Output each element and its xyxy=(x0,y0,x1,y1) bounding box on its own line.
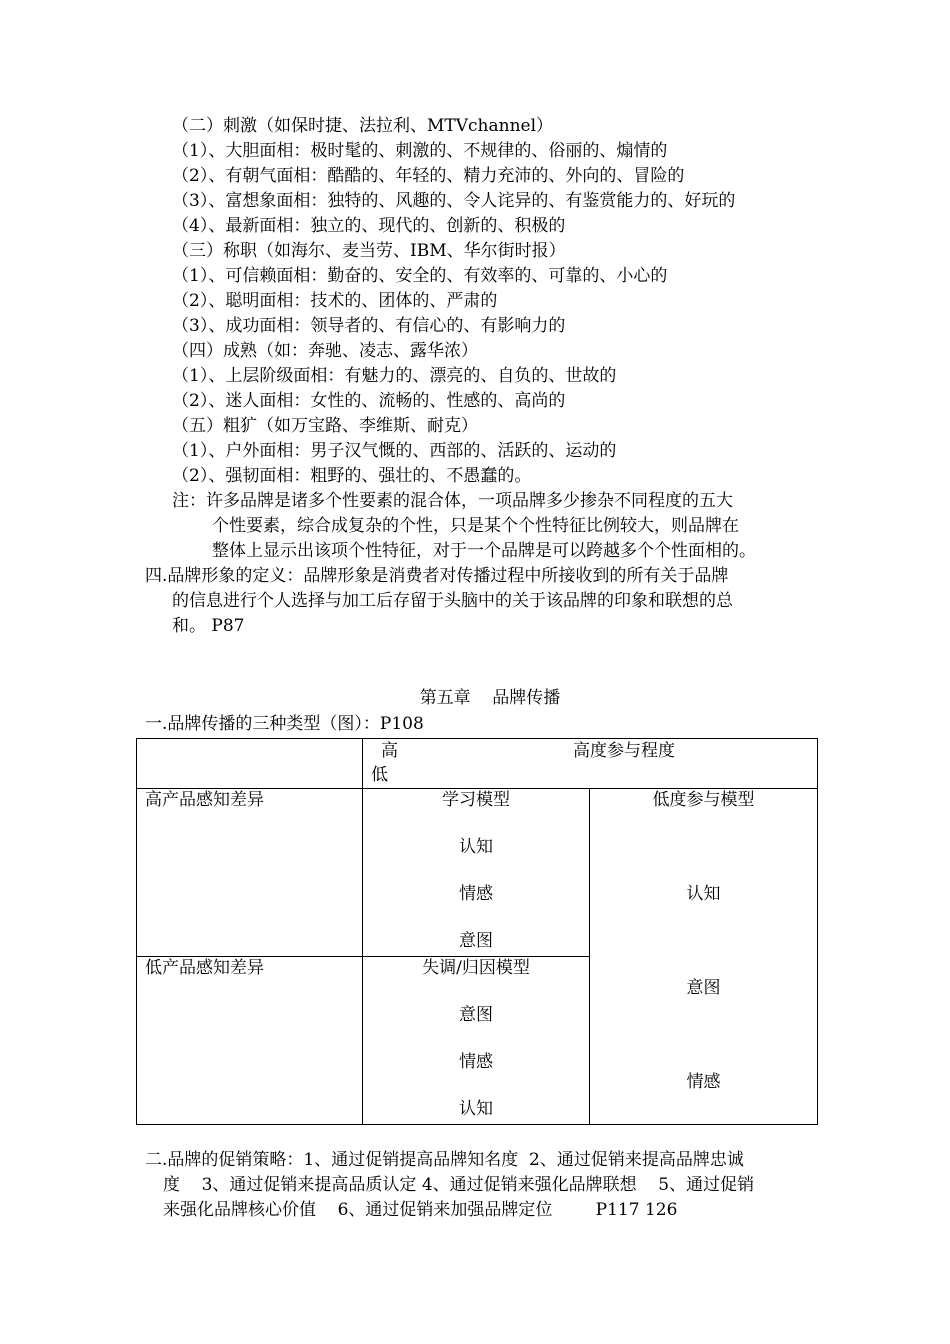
text-line: （4）、最新面相：独立的、现代的、创新的、积极的 xyxy=(172,216,566,236)
involvement-header-cell xyxy=(363,739,818,789)
model-step: 情感 xyxy=(459,1052,493,1072)
note-line: 注：许多品牌是诸多个性要素的混合体，一项品牌多少掺杂不同程度的五大 xyxy=(172,491,733,511)
model-step: 认知 xyxy=(459,1099,493,1119)
text-line: （三）称职（如海尔、麦当劳、IBM、华尔街时报） xyxy=(172,241,566,261)
model-step: 情感 xyxy=(459,884,493,904)
model-step: 认知 xyxy=(686,884,721,904)
text-line: （1）、大胆面相：极时髦的、刺激的、不规律的、俗丽的、煽情的 xyxy=(172,141,668,161)
section-heading: 一.品牌传播的三种类型（图）：P108 xyxy=(145,714,424,734)
chapter-title: 第五章 品牌传播 xyxy=(419,688,561,708)
model-title: 失调/归因模型 xyxy=(422,958,530,978)
text-line: 四.品牌形象的定义：品牌形象是消费者对传播过程中所接收到的所有关于品牌 xyxy=(145,566,729,586)
communication-types-table xyxy=(136,738,818,1125)
row-label: 高产品感知差异 xyxy=(145,790,264,810)
text-line: 度 3、通过促销来提高品质认定 4、通过促销来强化品牌联想 5、通过促销 xyxy=(163,1175,755,1195)
model-title: 低度参与模型 xyxy=(652,790,755,810)
text-line: （1）、上层阶级面相：有魅力的、漂亮的、自负的、世故的 xyxy=(172,366,617,386)
model-step: 意图 xyxy=(459,1005,493,1025)
note-line: 整体上显示出该项个性特征，对于一个品牌是可以跨越多个个性面相的。 xyxy=(212,541,756,561)
row-label-high-difference xyxy=(137,789,363,957)
text-line: （二）刺激（如保时捷、法拉利、MTVchannel） xyxy=(172,116,554,136)
model-step: 意图 xyxy=(459,931,493,951)
text-line: （2）、强韧面相：粗野的、强壮的、不愚蠢的。 xyxy=(172,466,532,486)
header-low: 低 xyxy=(371,765,388,785)
learning-model-cell xyxy=(363,789,590,957)
text-line: （2）、迷人面相：女性的、流畅的、性感的、高尚的 xyxy=(172,391,566,411)
header-high: 高 xyxy=(381,741,398,761)
model-step: 认知 xyxy=(459,837,493,857)
row-label-low-difference xyxy=(137,957,363,1125)
text-line: （1）、可信赖面相：勤奋的、安全的、有效率的、可靠的、小心的 xyxy=(172,266,668,286)
low-involvement-model-cell xyxy=(590,789,818,1125)
text-line: 二.品牌的促销策略：1、通过促销提高品牌知名度 2、通过促销来提高品牌忠诚 xyxy=(145,1150,744,1170)
text-line: （2）、聪明面相：技术的、团体的、严肃的 xyxy=(172,291,498,311)
table-corner-cell xyxy=(137,739,363,789)
text-line: 来强化品牌核心价值 6、通过促销来加强品牌定位 P117 126 xyxy=(163,1200,678,1220)
dissonance-model-cell xyxy=(363,957,590,1125)
text-line: （五）粗犷（如万宝路、李维斯、耐克） xyxy=(172,416,478,436)
text-line: （2）、有朝气面相：酷酷的、年轻的、精力充沛的、外向的、冒险的 xyxy=(172,166,685,186)
text-line: （1）、户外面相：男子汉气慨的、西部的、活跃的、运动的 xyxy=(172,441,617,461)
text-line: 的信息进行个人选择与加工后存留于头脑中的关于该品牌的印象和联想的总 xyxy=(172,591,733,611)
model-step: 意图 xyxy=(686,978,721,998)
row-label: 低产品感知差异 xyxy=(145,958,264,978)
model-step: 情感 xyxy=(686,1072,721,1092)
text-line: （3）、富想象面相：独特的、风趣的、令人诧异的、有鉴赏能力的、好玩的 xyxy=(172,191,736,211)
text-line: 和。 P87 xyxy=(172,616,245,636)
note-line: 个性要素，综合成复杂的个性，只是某个个性特征比例较大，则品牌在 xyxy=(212,516,739,536)
text-line: （3）、成功面相：领导者的、有信心的、有影响力的 xyxy=(172,316,566,336)
header-involvement: 高度参与程度 xyxy=(573,741,675,761)
model-title: 学习模型 xyxy=(442,790,510,810)
text-line: （四）成熟（如：奔驰、凌志、露华浓） xyxy=(172,341,478,361)
